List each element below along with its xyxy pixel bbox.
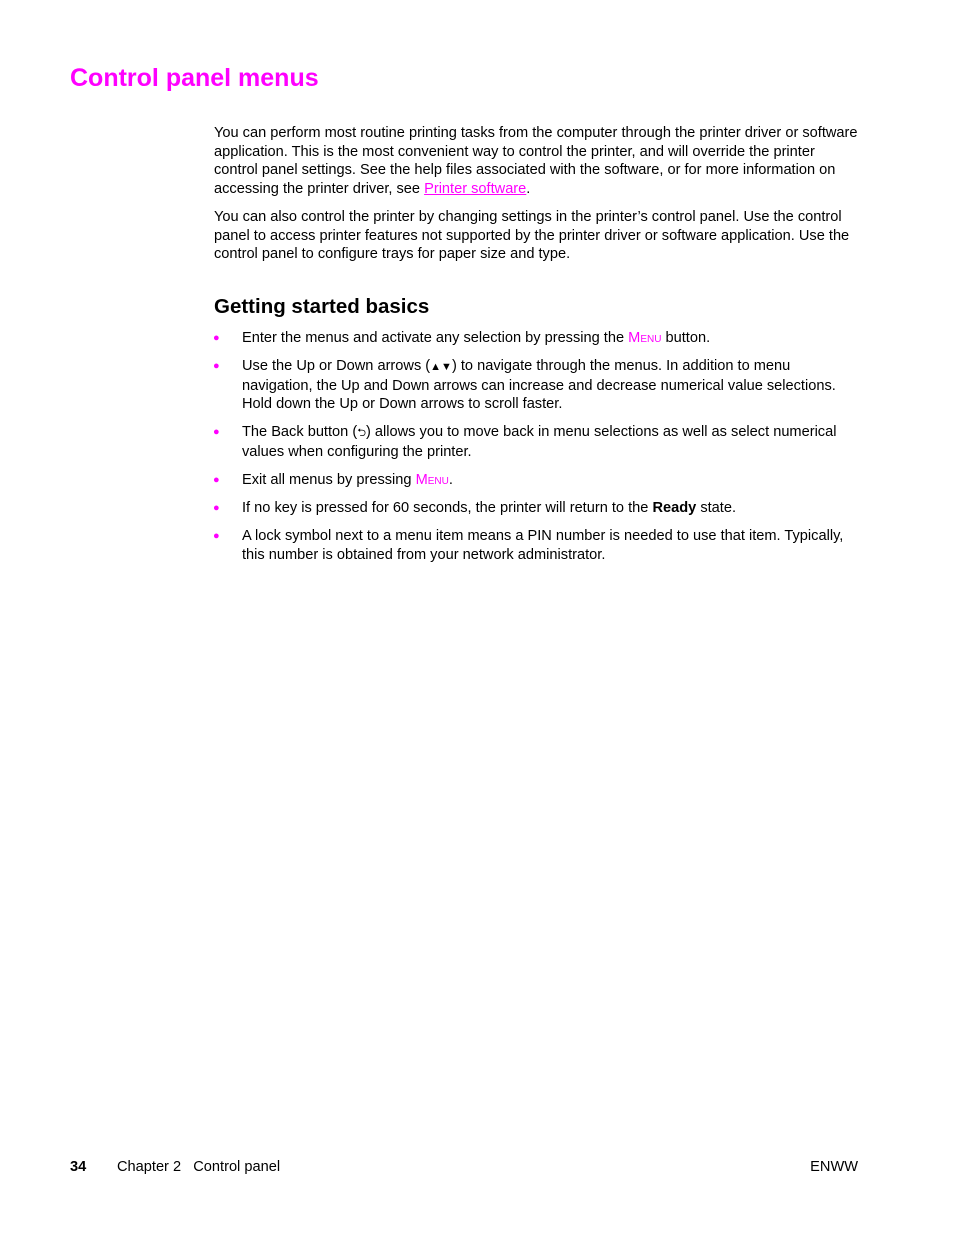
bullet-text: A lock symbol next to a menu item means a PIN number is needed to use that item. Typically, this number is obtained from your network administrator. bbox=[242, 528, 844, 563]
intro-p1-end: . bbox=[526, 181, 531, 198]
menu-key-label: Menu bbox=[415, 472, 449, 489]
chapter-label: Chapter 2 Control panel bbox=[117, 1159, 281, 1175]
section-heading: Getting started basics bbox=[214, 294, 430, 318]
list-item bbox=[214, 329, 859, 348]
page-number: 34 bbox=[70, 1159, 87, 1175]
bullet-text: Use the Up or Down arrows ( bbox=[242, 357, 431, 374]
bullet-text: . bbox=[448, 472, 453, 489]
bullet-text: Enter the menus and activate any selection by pressing the bbox=[242, 329, 629, 346]
intro-paragraph-1 bbox=[214, 124, 859, 199]
list-item bbox=[214, 499, 859, 518]
bullet-text: button. bbox=[661, 329, 711, 346]
intro-p1-text: You can perform most routine printing tasks from the computer through the printer driver or software application. This is the most convenient way to control the printer, and will override the printer control panel settings. See the help files associated with the software, or for more information on accessing the printer driver, see bbox=[214, 125, 858, 198]
bullet-text: state. bbox=[696, 500, 737, 517]
list-item bbox=[214, 471, 859, 490]
main-content bbox=[214, 124, 859, 574]
bullet-text: ) to navigate through the menus. In addition to menu navigation, the Up and Down arrows can increase and decrease numerical value selections. Hold down the Up or Down arrows to scroll faster. bbox=[242, 357, 836, 413]
bullet-icon: ● bbox=[213, 530, 220, 543]
bullet-text: Exit all menus by pressing bbox=[242, 472, 416, 489]
up-down-arrows-icon: ▲▼ bbox=[430, 360, 452, 373]
ready-state-label: Ready bbox=[652, 500, 697, 517]
bullet-icon: ● bbox=[213, 426, 220, 439]
list-item bbox=[214, 527, 859, 564]
bullet-icon: ● bbox=[213, 474, 220, 487]
intro-paragraph-2: You can also control the printer by changing settings in the printer’s control panel. Use the control panel to access printer features not supported by the printer driver or software application. Use the control panel to configure trays for paper size and type. bbox=[214, 208, 850, 263]
menu-key-label: Menu bbox=[628, 329, 662, 346]
document-code: ENWW bbox=[810, 1159, 858, 1175]
bullet-icon: ● bbox=[213, 331, 220, 344]
list-item bbox=[214, 357, 859, 414]
page-title: Control panel menus bbox=[70, 64, 319, 92]
bullet-text: The Back button ( bbox=[242, 424, 358, 441]
list-item bbox=[214, 423, 859, 461]
bullet-text: ) allows you to move back in menu selections as well as select numerical values when configuring the printer. bbox=[242, 424, 837, 461]
back-arrow-icon: ⮌ bbox=[357, 427, 367, 440]
printer-software-link[interactable]: Printer software bbox=[424, 181, 527, 198]
bullet-text: If no key is pressed for 60 seconds, the printer will return to the bbox=[242, 500, 653, 517]
bullet-list bbox=[214, 329, 859, 565]
bullet-icon: ● bbox=[213, 502, 220, 515]
bullet-icon: ● bbox=[213, 359, 220, 372]
